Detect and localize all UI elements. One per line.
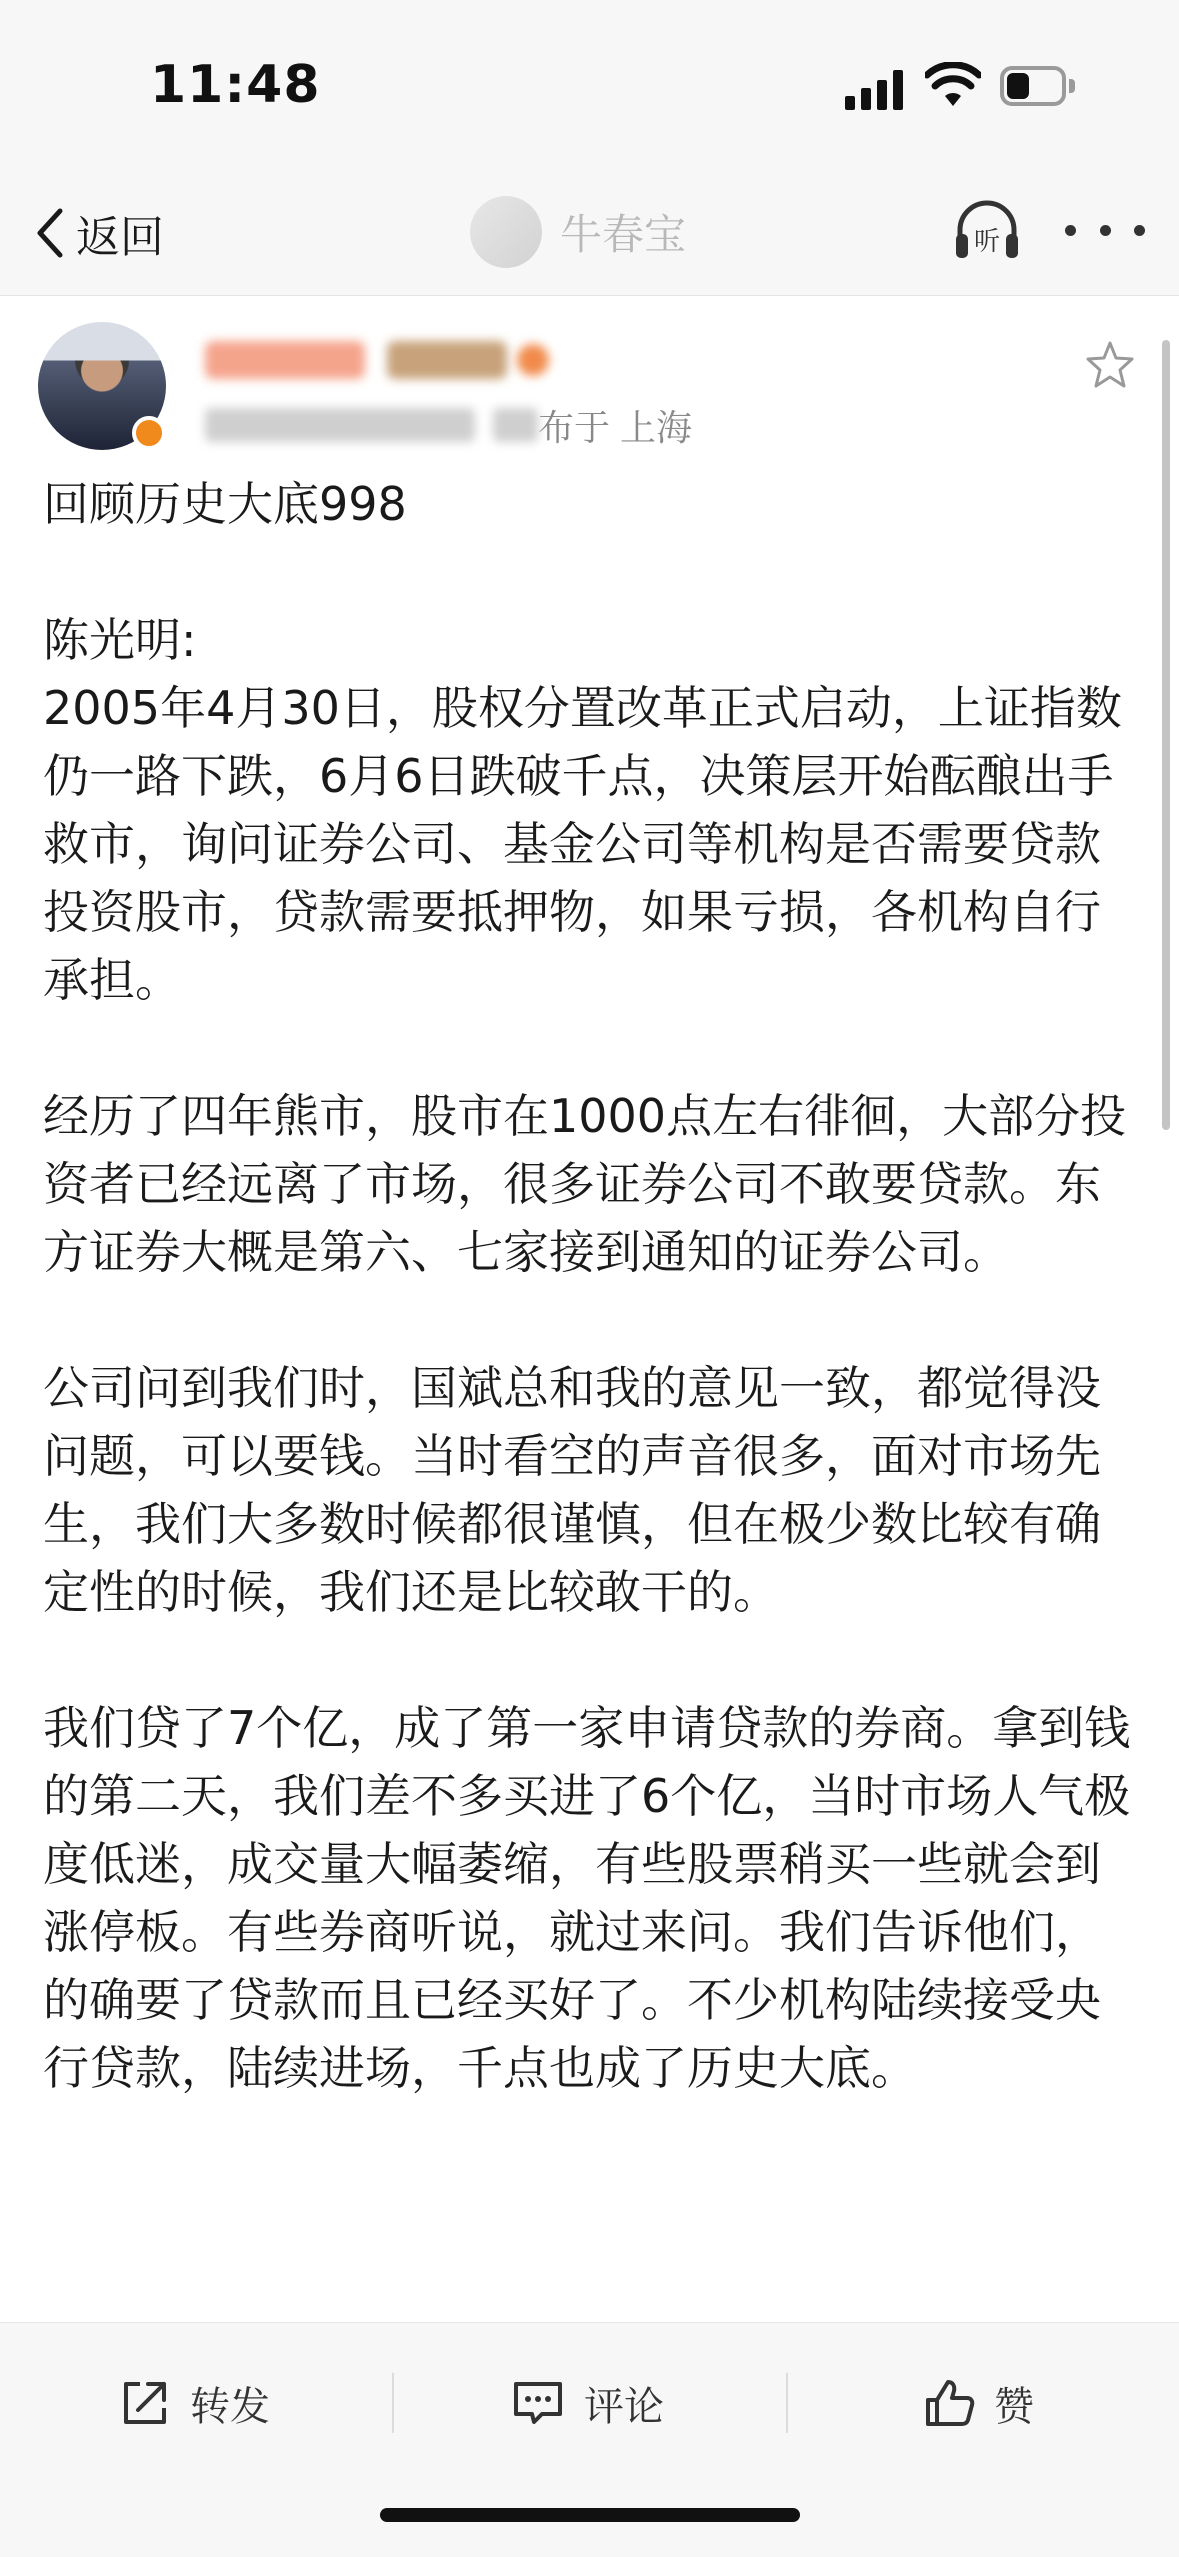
status-time: 11:48 xyxy=(150,55,321,115)
cellular-signal-icon xyxy=(845,68,905,110)
more-button[interactable] xyxy=(1065,200,1145,260)
post-paragraph: 我们贷了7个亿，成了第一家申请贷款的券商。拿到钱的第二天，我们差不多买进了6个亿，当时市场人气极度低迷，成交量大幅萎缩，有些股票稍买一些就会到涨停板。有些券商听说，就过来问。我们告诉他们，的确要了贷款而且已经买好了。不少机构陆续接受央行贷款，陆续进场，千点也成了历史大底。 xyxy=(43,1701,1131,2095)
comment-icon xyxy=(510,2376,566,2430)
like-button[interactable] xyxy=(922,2365,1034,2441)
back-button[interactable] xyxy=(30,198,164,268)
headphones-icon[interactable] xyxy=(950,194,1024,268)
divider xyxy=(392,2373,394,2433)
thumbs-up-icon xyxy=(922,2376,976,2430)
status-bar xyxy=(0,0,1179,170)
star-icon[interactable] xyxy=(1083,338,1137,392)
post-paragraph: 经历了四年熊市，股市在1000点左右徘徊，大部分投资者已经远离了市场，很多证券公司不敢要贷款。东方证券大概是第六、七家接到通知的证券公司。 xyxy=(43,1089,1127,1279)
blurred-timestamp xyxy=(205,408,475,442)
chevron-left-icon xyxy=(30,203,70,263)
battery-icon xyxy=(1000,66,1076,108)
wifi-icon xyxy=(925,62,981,110)
nav-bar xyxy=(0,170,1179,296)
blurred-meta xyxy=(493,408,538,442)
blurred-vip-badge xyxy=(387,341,507,379)
published-label: 布于 xyxy=(538,407,611,449)
post-title: 回顾历史大底998 xyxy=(43,477,407,531)
like-label: 赞 xyxy=(994,2383,1034,2430)
nav-author[interactable] xyxy=(470,192,686,272)
back-label: 返回 xyxy=(76,212,164,263)
author-name-blurred[interactable] xyxy=(205,335,549,385)
post-meta xyxy=(205,400,692,450)
more-dots-icon xyxy=(1065,225,1076,236)
post-content xyxy=(43,470,1143,2102)
nav-avatar xyxy=(470,196,542,268)
repost-label: 转发 xyxy=(190,2383,270,2430)
share-icon xyxy=(118,2376,172,2430)
home-indicator[interactable] xyxy=(380,2508,800,2522)
post-paragraph: 陈光明: xyxy=(43,613,197,667)
comment-label: 评论 xyxy=(584,2383,664,2430)
comment-button[interactable] xyxy=(510,2365,664,2441)
blurred-name xyxy=(205,341,365,379)
scrollbar[interactable] xyxy=(1162,340,1170,1130)
post-paragraph: 2005年4月30日，股权分置改革正式启动，上证指数仍一路下跌，6月6日跌破千点，决策层开始酝酿出手救市，询问证券公司、基金公司等机构是否需要贷款投资股市，贷款需要抵押物，如果亏损，各机构自行承担。 xyxy=(43,681,1122,1007)
repost-button[interactable] xyxy=(118,2365,270,2441)
svg-text:听: 听 xyxy=(973,227,1001,257)
location: 上海 xyxy=(620,407,693,449)
divider xyxy=(786,2373,788,2433)
post-paragraph: 公司问到我们时，国斌总和我的意见一致，都觉得没问题，可以要钱。当时看空的声音很多，面对市场先生，我们大多数时候都很谨慎，但在极少数比较有确定性的时候，我们还是比较敢干的。 xyxy=(43,1361,1101,1619)
nav-title: 牛春宝 xyxy=(560,210,687,259)
verified-badge-icon xyxy=(132,416,166,450)
fox-badge-icon xyxy=(517,344,549,376)
